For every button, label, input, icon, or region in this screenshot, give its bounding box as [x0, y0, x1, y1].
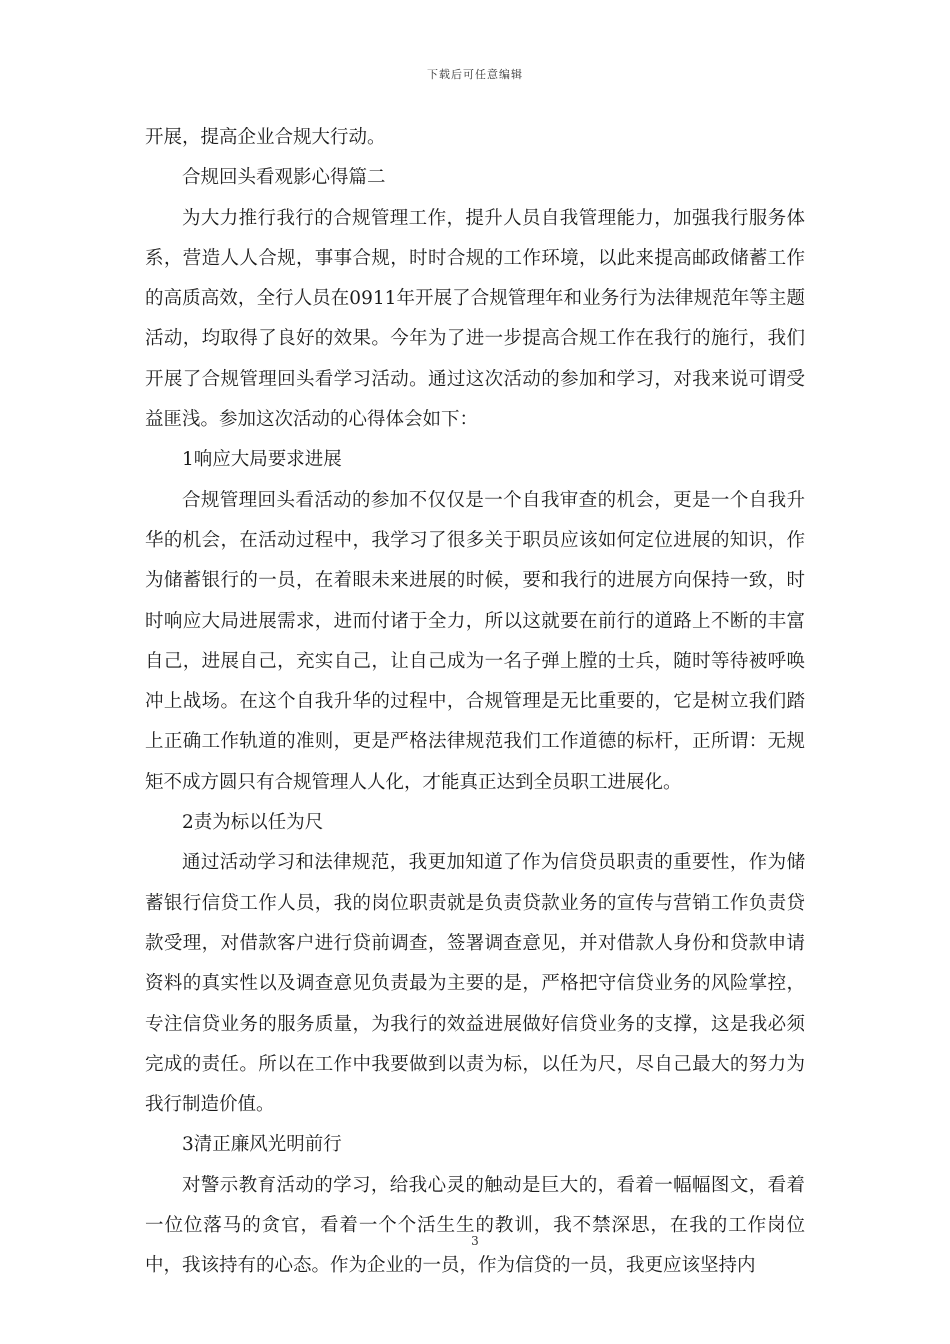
- section-heading: 3清正廉风光明前行: [182, 1134, 342, 1156]
- document-body: [145, 118, 805, 1287]
- paragraph: 对警示教育活动的学习，给我心灵的触动是巨大的，看着一幅幅图文，看着一位位落马的贪官，看着一个个活生生的教训，我不禁深思，在我的工作岗位中，我该持有的心态。作为企业的一员，作为信贷的一员，我更应该坚持内: [145, 1174, 805, 1277]
- paragraph: 开展，提高企业合规大行动。: [145, 127, 386, 148]
- paragraph: 为大力推行我行的合规管理工作，提升人员自我管理能力，加强我行服务体系，营造人人合规，事事合规，时时合规的工作环境，以此来提高邮政储蓄工作的高质高效，全行人员在0911年开展了合规管理年和业务行为法律规范年等主题活动，均取得了良好的效果。今年为了进一步提高合规工作在我行的施行，我们开展了合规管理回头看学习活动。通过这次活动的参加和学习，对我来说可谓受益匪浅。参加这次活动的心得体会如下：: [145, 207, 805, 431]
- section-heading: 1响应大局要求进展: [182, 449, 342, 471]
- section-heading: 2责为标以任为尺: [182, 812, 324, 834]
- page-number: 3: [471, 1234, 479, 1248]
- paragraph: 通过活动学习和法律规范，我更加知道了作为信贷员职责的重要性，作为储蓄银行信贷工作人员，我的岗位职责就是负责贷款业务的宣传与营销工作负责贷款受理，对借款客户进行贷前调查，签署调查意见，并对借款人身份和贷款申请资料的真实性以及调查意见负责最为主要的是，严格把守信贷业务的风险掌控，专注信贷业务的服务质量，为我行的效益进展做好信贷业务的支撑，这是我必须完成的责任。所以在工作中我要做到以责为标，以任为尺，尽自己最大的努力为我行制造价值。: [145, 852, 805, 1116]
- paragraph: 合规管理回头看活动的参加不仅仅是一个自我审查的机会，更是一个自我升华的机会，在活动过程中，我学习了很多关于职员应该如何定位进展的知识，作为储蓄银行的一员，在着眼未来进展的时候，要和我行的进展方向保持一致，时时响应大局进展需求，进而付诸于全力，所以这就要在前行的道路上不断的丰富自己，进展自己，充实自己，让自己成为一名子弹上膛的士兵，随时等待被呼唤冲上战场。在这个自我升华的过程中，合规管理是无比重要的，它是树立我们踏上正确工作轨道的准则，更是严格法律规范我们工作道德的标杆，正所谓：无规矩不成方圆只有合规管理人人化，才能真正达到全员职工进展化。: [145, 489, 805, 793]
- page-header: 下载后可任意编辑: [427, 68, 523, 81]
- section-title: 合规回头看观影心得篇二: [182, 167, 386, 189]
